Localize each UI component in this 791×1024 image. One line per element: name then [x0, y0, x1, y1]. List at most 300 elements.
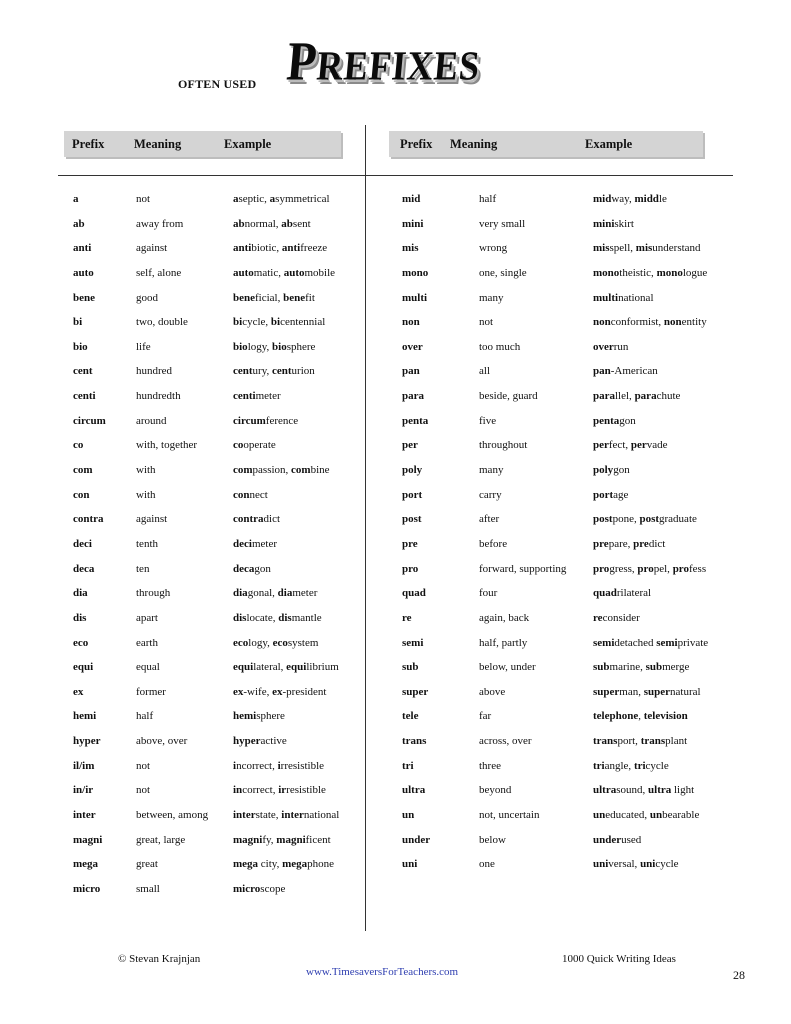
- example-prefix-part: pro: [672, 562, 689, 575]
- example-rest-part: urion: [291, 365, 315, 378]
- prefix-cell: anti: [73, 242, 92, 255]
- example-rest-part: cycle,: [242, 316, 271, 329]
- copyright: © Stevan Krajnjan: [118, 953, 201, 965]
- example-prefix-part: over: [593, 340, 614, 353]
- example-cell: [233, 193, 330, 205]
- example-prefix-part: uni: [640, 858, 656, 871]
- example-prefix-part: deca: [233, 562, 255, 575]
- example-cell: [233, 784, 326, 796]
- example-prefix-part: cent: [233, 365, 253, 378]
- example-rest-part: biotic,: [251, 242, 282, 255]
- example-rest-part: -president: [282, 685, 327, 698]
- meaning-cell: good: [136, 291, 158, 304]
- website-link[interactable]: www.TimesaversForTeachers.com: [306, 966, 459, 978]
- example-prefix-part: com: [233, 464, 253, 477]
- meaning-cell: half: [479, 193, 497, 205]
- prefix-cell: contra: [73, 513, 104, 526]
- example-prefix-part: inter: [281, 809, 304, 822]
- example-cell: [593, 267, 707, 279]
- example-prefix-part: i: [277, 759, 281, 772]
- example-cell: [233, 316, 325, 328]
- example-prefix-part: vision: [660, 710, 688, 723]
- meaning-cell: former: [136, 685, 166, 698]
- subtitle: OFTEN USED: [178, 77, 257, 91]
- example-prefix-part: tri: [633, 759, 646, 772]
- meaning-cell: ten: [136, 562, 150, 575]
- example-prefix-part: trans: [640, 735, 666, 748]
- meaning-cell: self, alone: [136, 266, 182, 279]
- example-prefix-part: com: [291, 464, 311, 477]
- example-prefix-part: a: [269, 193, 276, 205]
- example-rest-part: pone,: [612, 513, 640, 526]
- example-prefix-part: centi: [233, 390, 256, 403]
- prefix-cell: circum: [73, 414, 106, 427]
- example-rest-part: vade: [646, 439, 668, 452]
- example-cell: [233, 415, 298, 427]
- example-rest-part: gress,: [609, 562, 638, 575]
- meaning-cell: five: [479, 414, 497, 427]
- meaning-cell: not: [136, 784, 151, 797]
- example-prefix-part: para: [593, 390, 615, 403]
- example-prefix-part: in: [233, 784, 243, 797]
- example-cell: [233, 439, 276, 451]
- example-prefix-part: hemi: [233, 710, 257, 723]
- example-prefix-part: eco: [272, 636, 288, 649]
- example-cell: [233, 390, 281, 402]
- example-cell: [593, 612, 640, 624]
- page-number: 28: [733, 968, 745, 982]
- example-prefix-part: mid: [593, 193, 612, 205]
- example-prefix-part: equi: [286, 661, 307, 674]
- meaning-cell: with: [136, 488, 156, 501]
- example-cell: [593, 292, 654, 304]
- example-rest-part: port,: [617, 735, 641, 748]
- book-title: 1000 Quick Writing Ideas: [562, 953, 676, 965]
- example-prefix-part: bi: [270, 316, 281, 329]
- example-rest-part: gonal,: [247, 587, 278, 600]
- example-rest-part: fy,: [262, 833, 277, 846]
- example-prefix-part: non: [593, 316, 611, 329]
- example-rest-part: ,: [638, 710, 644, 723]
- example-prefix-part: magni: [233, 833, 263, 846]
- example-cell: [233, 464, 330, 476]
- example-rest-part: active: [260, 735, 287, 748]
- meaning-cell: many: [479, 291, 504, 304]
- example-rest-part: bine: [310, 464, 330, 477]
- example-prefix-part: inter: [233, 809, 256, 822]
- example-rest-part: versal,: [608, 858, 641, 871]
- example-cell: [593, 858, 679, 870]
- meaning-cell: not: [136, 759, 151, 772]
- meaning-cell: above: [479, 685, 506, 698]
- meaning-cell: before: [479, 537, 508, 550]
- example-rest-part: logue: [682, 266, 708, 279]
- prefix-cell: hyper: [73, 735, 101, 748]
- example-prefix-part: mono: [593, 266, 620, 279]
- example-prefix-part: mega: [282, 858, 308, 871]
- example-rest-part: symmetrical: [275, 193, 330, 205]
- example-prefix-part: post: [593, 513, 613, 526]
- example-rest-part: run: [613, 340, 629, 353]
- prefix-cell: ex: [73, 685, 84, 698]
- example-prefix-part: multi: [593, 291, 619, 304]
- example-rest-part: -wife,: [243, 685, 273, 698]
- example-prefix-part: ab: [281, 217, 293, 230]
- prefix-cell: bene: [73, 291, 95, 304]
- example-rest-part: private: [677, 636, 709, 649]
- example-rest-part: natural: [670, 685, 701, 698]
- example-prefix-part: bi: [233, 316, 243, 329]
- example-rest-part: national: [303, 809, 340, 822]
- meaning-cell: against: [136, 513, 168, 526]
- example-rest-part: septic,: [238, 193, 270, 205]
- prefix-cell: in/ir: [73, 784, 94, 797]
- example-rest-part: man,: [619, 685, 644, 698]
- title-rest: REFIXES: [314, 42, 483, 89]
- example-prefix-part: eco: [233, 636, 249, 649]
- prefix-cell: magni: [73, 833, 103, 846]
- meaning-cell: many: [479, 464, 504, 477]
- example-rest-part: rresistible: [280, 759, 325, 772]
- example-prefix-part: cent: [272, 365, 292, 378]
- example-prefix-part: super: [643, 685, 671, 698]
- example-cell: [233, 218, 311, 230]
- example-prefix-part: ultra: [593, 784, 617, 797]
- prefix-cell: mid: [402, 193, 421, 205]
- example-rest-part: educated,: [605, 809, 650, 822]
- prefix-cell: poly: [402, 464, 423, 477]
- meaning-cell: forward, supporting: [479, 562, 567, 575]
- example-prefix-part: super: [593, 685, 620, 698]
- example-rest-part: ficial,: [255, 291, 284, 304]
- meaning-cell: beyond: [479, 784, 512, 797]
- example-prefix-part: ultra: [648, 784, 672, 797]
- example-cell: [233, 242, 327, 254]
- example-prefix-part: deci: [233, 537, 252, 550]
- example-rest-part: cycle: [645, 759, 669, 772]
- example-prefix-part: bene: [283, 291, 306, 304]
- prefix-cell: bio: [73, 340, 88, 353]
- prefix-cell: tele: [402, 710, 419, 723]
- prefix-cell: micro: [73, 882, 101, 895]
- example-rest-part: dict: [648, 537, 666, 550]
- example-prefix-part: bio: [272, 340, 287, 353]
- example-rest-part: system: [287, 636, 319, 649]
- example-prefix-part: sub: [593, 661, 610, 674]
- example-rest-part: operate: [243, 439, 276, 452]
- prefix-cell: eco: [73, 636, 89, 649]
- prefix-cell: inter: [73, 809, 96, 822]
- example-rest-part: gon: [254, 562, 271, 575]
- example-rest-part: sphere: [256, 710, 285, 723]
- example-cell: [593, 365, 658, 377]
- prefix-cell: deca: [73, 562, 95, 575]
- example-cell: [233, 563, 271, 575]
- example-prefix-part: mono: [656, 266, 683, 279]
- example-cell: [593, 193, 667, 205]
- example-prefix-part: per: [593, 439, 609, 452]
- example-prefix-part: re: [593, 611, 603, 624]
- example-cell: [233, 809, 339, 821]
- meaning-cell: beside, guard: [479, 390, 538, 403]
- meaning-cell: wrong: [479, 242, 508, 255]
- example-cell: [593, 538, 665, 550]
- example-cell: [593, 735, 687, 747]
- example-prefix-part: a: [233, 193, 239, 205]
- example-cell: [233, 661, 339, 673]
- meaning-cell: three: [479, 759, 501, 772]
- example-prefix-part: pan: [593, 365, 611, 378]
- example-prefix-part: dis: [233, 611, 247, 624]
- prefix-cell: mis: [402, 242, 419, 255]
- prefix-cell: il/im: [73, 759, 95, 772]
- example-prefix-part: pre: [633, 537, 649, 550]
- header-prefix: Prefix: [72, 137, 105, 151]
- example-prefix-part: mis: [635, 242, 653, 255]
- example-prefix-part: tele: [643, 710, 661, 723]
- example-prefix-part: con: [233, 488, 250, 501]
- example-cell: [233, 612, 322, 624]
- example-prefix-part: tri: [593, 759, 605, 772]
- example-prefix-part: ir: [278, 784, 287, 797]
- example-rest-part: city,: [258, 858, 283, 871]
- prefix-cell: multi: [402, 291, 428, 304]
- example-prefix-part: pre: [593, 537, 609, 550]
- example-rest-part: theistic,: [619, 266, 657, 279]
- meaning-cell: equal: [136, 661, 160, 674]
- meaning-cell: not: [479, 316, 494, 329]
- example-rest-part: bearable: [662, 809, 700, 822]
- prefix-cell: deci: [73, 537, 92, 550]
- example-cell: [233, 341, 315, 353]
- prefix-cell: non: [402, 316, 420, 329]
- example-rest-part: chute: [656, 390, 681, 403]
- meaning-cell: half, partly: [479, 636, 528, 649]
- example-rest-part: fect,: [608, 439, 631, 452]
- meaning-cell: great, large: [136, 833, 186, 846]
- example-cell: [233, 538, 277, 550]
- prefix-cell: auto: [73, 266, 94, 279]
- example-cell: [593, 710, 688, 722]
- example-rest-part: lateral,: [253, 661, 287, 674]
- example-prefix-part: i: [233, 759, 237, 772]
- example-rest-part: centennial: [280, 316, 326, 329]
- meaning-cell: far: [479, 710, 492, 723]
- example-prefix-part: penta: [593, 414, 620, 427]
- prefix-cell: mono: [402, 266, 429, 279]
- example-cell: [593, 809, 699, 821]
- example-cell: [593, 637, 708, 649]
- horizontal-divider: [58, 175, 733, 176]
- prefix-cell: quad: [402, 587, 426, 600]
- example-prefix-part: contra: [233, 513, 264, 526]
- example-rest-part: ncorrect,: [236, 759, 278, 772]
- example-rest-part: locate,: [246, 611, 279, 624]
- example-rest-part: gon: [619, 414, 636, 427]
- example-prefix-part: tele: [593, 710, 610, 723]
- example-prefix-part: hyper: [233, 735, 261, 748]
- example-rest-part: national: [618, 291, 654, 304]
- example-rest-part: ury,: [252, 365, 272, 378]
- prefix-cell: uni: [402, 858, 418, 871]
- example-prefix-part: bio: [233, 340, 248, 353]
- example-rest-part: ference: [265, 414, 299, 427]
- example-rest-part: conformist,: [610, 316, 664, 329]
- example-rest-part: librium: [306, 661, 339, 674]
- example-rest-part: nect: [249, 488, 268, 501]
- prefix-cell: post: [402, 513, 422, 526]
- example-rest-part: used: [621, 833, 642, 846]
- prefix-cell: mega: [73, 858, 99, 871]
- example-cell: [593, 341, 628, 353]
- meaning-cell: tenth: [136, 537, 158, 550]
- example-rest-part: logy,: [248, 636, 273, 649]
- meaning-cell: half: [136, 710, 154, 723]
- example-rest-part: freeze: [300, 242, 328, 255]
- meaning-cell: again, back: [479, 611, 530, 624]
- example-rest-part: graduate: [659, 513, 697, 526]
- example-cell: [593, 686, 701, 698]
- example-prefix-part: co: [233, 439, 244, 452]
- prefix-cell: com: [73, 464, 93, 477]
- prefix-cell: a: [73, 193, 79, 205]
- example-prefix-part: bene: [233, 291, 255, 304]
- meaning-cell: with, together: [136, 439, 198, 452]
- prefix-cell: mini: [402, 217, 424, 230]
- example-cell: [593, 489, 628, 501]
- prefix-cell: para: [402, 390, 424, 403]
- prefix-cell: hemi: [73, 710, 97, 723]
- meaning-cell: throughout: [479, 439, 528, 452]
- example-prefix-part: para: [634, 390, 657, 403]
- meaning-cell: not, uncertain: [479, 809, 540, 822]
- prefix-cell: tri: [402, 759, 414, 772]
- example-rest-part: meter: [251, 537, 277, 550]
- example-rest-part: age: [613, 488, 629, 501]
- prefix-cell: ultra: [402, 784, 426, 797]
- example-rest-part: cycle: [655, 858, 679, 871]
- meaning-cell: above, over: [136, 735, 188, 748]
- example-cell: [233, 834, 331, 846]
- example-cell: [593, 464, 630, 476]
- example-rest-part: mantle: [291, 611, 322, 624]
- example-cell: [593, 661, 689, 673]
- example-prefix-part: per: [630, 439, 647, 452]
- example-cell: [593, 316, 707, 328]
- example-rest-part: llel,: [615, 390, 635, 403]
- example-cell: [233, 267, 335, 279]
- example-cell: [593, 513, 697, 525]
- prefix-cell: pro: [402, 562, 419, 575]
- example-prefix-part: magni: [276, 833, 306, 846]
- example-prefix-part: pro: [593, 562, 610, 575]
- example-cell: [233, 760, 324, 772]
- example-cell: [593, 760, 669, 772]
- prefix-cell: sub: [402, 661, 419, 674]
- example-prefix-part: dia: [233, 587, 248, 600]
- prefix-cell: penta: [402, 414, 429, 427]
- example-rest-part: entity: [681, 316, 707, 329]
- example-rest-part: way,: [611, 193, 635, 205]
- meaning-cell: too much: [479, 340, 521, 353]
- example-rest-part: scope: [260, 882, 286, 895]
- example-cell: [233, 513, 280, 525]
- example-cell: [593, 390, 680, 402]
- example-rest-part: detached: [614, 636, 657, 649]
- meaning-cell: one: [479, 858, 495, 871]
- meaning-cell: away from: [136, 217, 184, 230]
- prefix-cell: trans: [402, 735, 427, 748]
- meaning-cell: two, double: [136, 316, 188, 329]
- example-prefix-part: un: [593, 809, 606, 822]
- example-cell: [593, 834, 641, 846]
- meaning-cell: against: [136, 242, 168, 255]
- prefix-cell: per: [402, 439, 418, 452]
- example-cell: [233, 710, 285, 722]
- example-prefix-part: equi: [233, 661, 254, 674]
- example-cell: [593, 242, 701, 254]
- example-cell: [233, 883, 285, 895]
- example-cell: [593, 587, 651, 599]
- example-prefix-part: mini: [593, 217, 615, 230]
- example-cell: [233, 686, 326, 698]
- header-example: Example: [585, 137, 633, 151]
- example-prefix-part: port: [593, 488, 614, 501]
- prefix-cell: con: [73, 488, 90, 501]
- prefix-cell: centi: [73, 390, 96, 403]
- example-rest-part: merge: [662, 661, 690, 674]
- example-prefix-part: under: [593, 833, 622, 846]
- example-rest-part: resistible: [286, 784, 326, 797]
- meaning-cell: below: [479, 833, 506, 846]
- prefix-cell: port: [402, 488, 423, 501]
- example-rest-part: normal,: [244, 217, 282, 230]
- example-prefix-part: circum: [233, 414, 266, 427]
- prefix-cell: pan: [402, 365, 420, 378]
- example-rest-part: correct,: [242, 784, 279, 797]
- example-prefix-part: ab: [233, 217, 245, 230]
- title-initial: P: [284, 31, 321, 93]
- prefix-cell: semi: [402, 636, 424, 649]
- example-cell: [233, 735, 287, 747]
- meaning-cell: not: [136, 193, 151, 205]
- meaning-cell: all: [479, 365, 490, 378]
- example-prefix-part: non: [663, 316, 682, 329]
- example-rest-part: phone: [307, 858, 335, 871]
- example-cell: [593, 784, 694, 796]
- example-rest-part: matic,: [253, 266, 284, 279]
- example-rest-part: state,: [255, 809, 282, 822]
- example-rest-part: angle,: [604, 759, 634, 772]
- example-prefix-part: anti: [281, 242, 301, 255]
- example-prefix-part: trans: [593, 735, 618, 748]
- prefix-cell: pre: [402, 537, 418, 550]
- example-rest-part: plant: [665, 735, 688, 748]
- meaning-cell: through: [136, 587, 171, 600]
- header-prefix: Prefix: [400, 137, 433, 151]
- example-cell: [593, 563, 706, 575]
- example-cell: [593, 439, 668, 451]
- example-rest-part: spell,: [609, 242, 636, 255]
- example-prefix-part: dis: [278, 611, 292, 624]
- meaning-cell: across, over: [479, 735, 532, 748]
- example-cell: [593, 415, 636, 427]
- example-prefix-part: auto: [283, 266, 305, 279]
- meaning-cell: hundred: [136, 365, 173, 378]
- example-prefix-part: anti: [233, 242, 252, 255]
- example-rest-part: meter: [255, 390, 281, 403]
- table-header-right: [389, 131, 703, 157]
